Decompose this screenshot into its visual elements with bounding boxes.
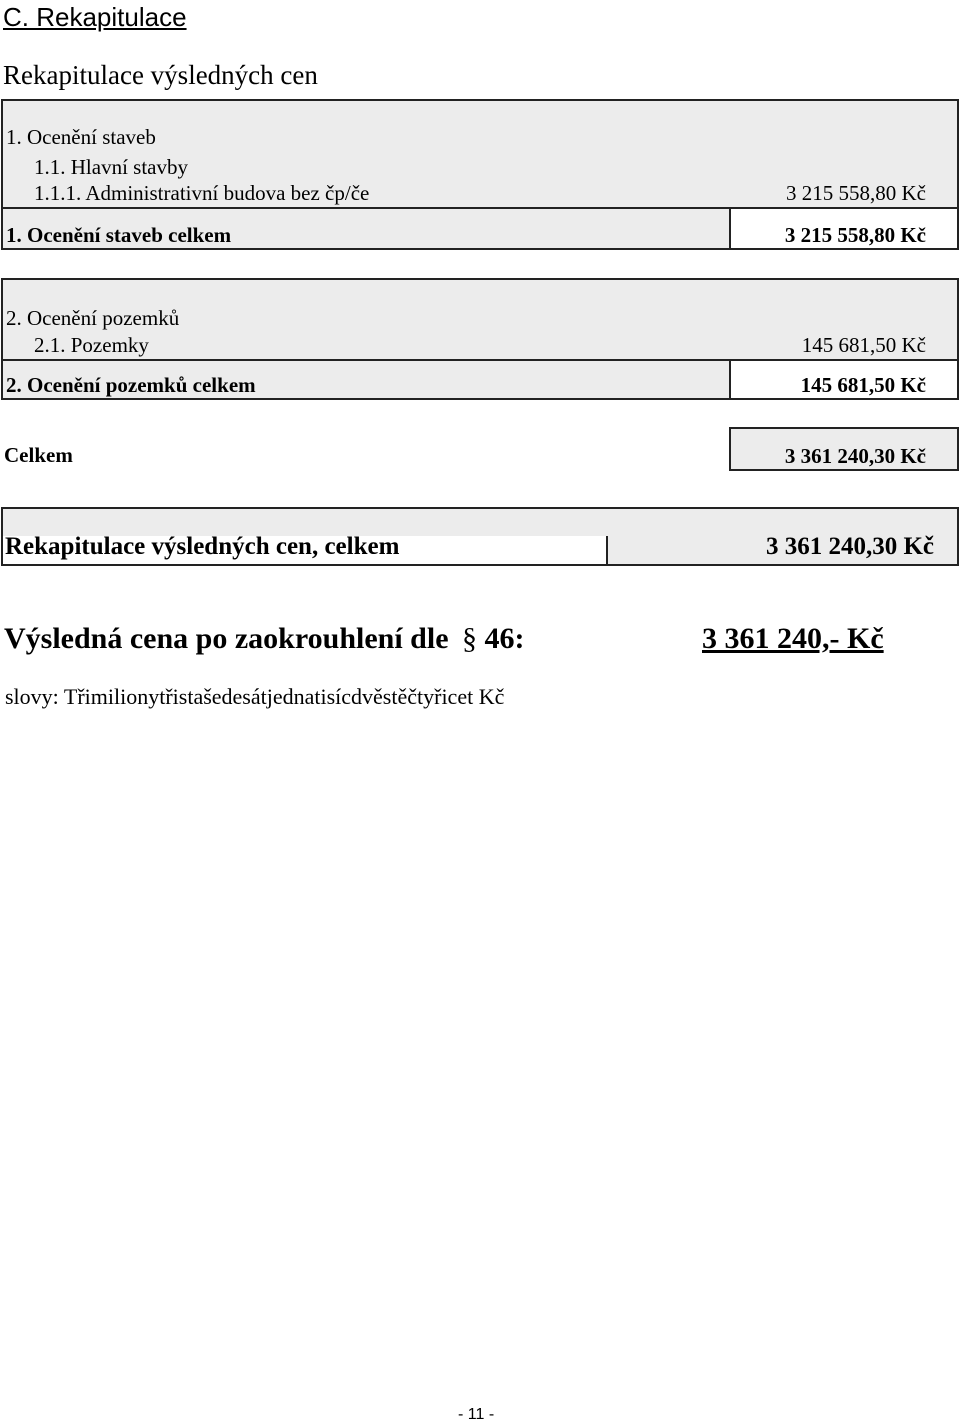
section-title: C. Rekapitulace	[3, 2, 187, 32]
buildings-heading: 1. Ocenění staveb	[6, 125, 156, 149]
grand-total-label: Rekapitulace výsledných cen, celkem	[5, 533, 400, 560]
page-number: - 11 -	[458, 1406, 495, 1423]
price-in-words: slovy: Třimilionytřistašedesátjednatisícdvěstěčtyřicet Kč	[5, 684, 505, 709]
buildings-total-value: 3 215 558,80 Kč	[784, 223, 926, 247]
page-subtitle: Rekapitulace výsledných cen	[3, 60, 318, 90]
land-item-label: 2.1. Pozemky	[34, 333, 149, 357]
land-item-value: 145 681,50 Kč	[801, 333, 926, 357]
land-heading: 2. Ocenění pozemků	[6, 306, 180, 330]
land-total-value: 145 681,50 Kč	[800, 373, 926, 397]
rounded-price-label-text: Výsledná cena po zaokrouhlení dle	[4, 622, 449, 655]
land-total-label: 2. Ocenění pozemků celkem	[6, 373, 256, 397]
rounded-price-value: 3 361 240,- Kč	[702, 622, 884, 655]
rounded-price-label	[4, 622, 525, 656]
grand-total-value: 3 361 240,30 Kč	[765, 533, 934, 560]
building-item-value: 3 215 558,80 Kč	[786, 181, 926, 205]
building-item-label: 1.1.1. Administrativní budova bez čp/če	[34, 181, 370, 205]
total-value: 3 361 240,30 Kč	[784, 444, 926, 468]
total-label: Celkem	[4, 443, 73, 467]
rounded-price-label-tail: 46:	[484, 622, 525, 655]
section-sign-icon: §	[462, 622, 478, 655]
main-buildings-subheading: 1.1. Hlavní stavby	[34, 155, 188, 179]
buildings-total-label: 1. Ocenění staveb celkem	[6, 223, 232, 247]
